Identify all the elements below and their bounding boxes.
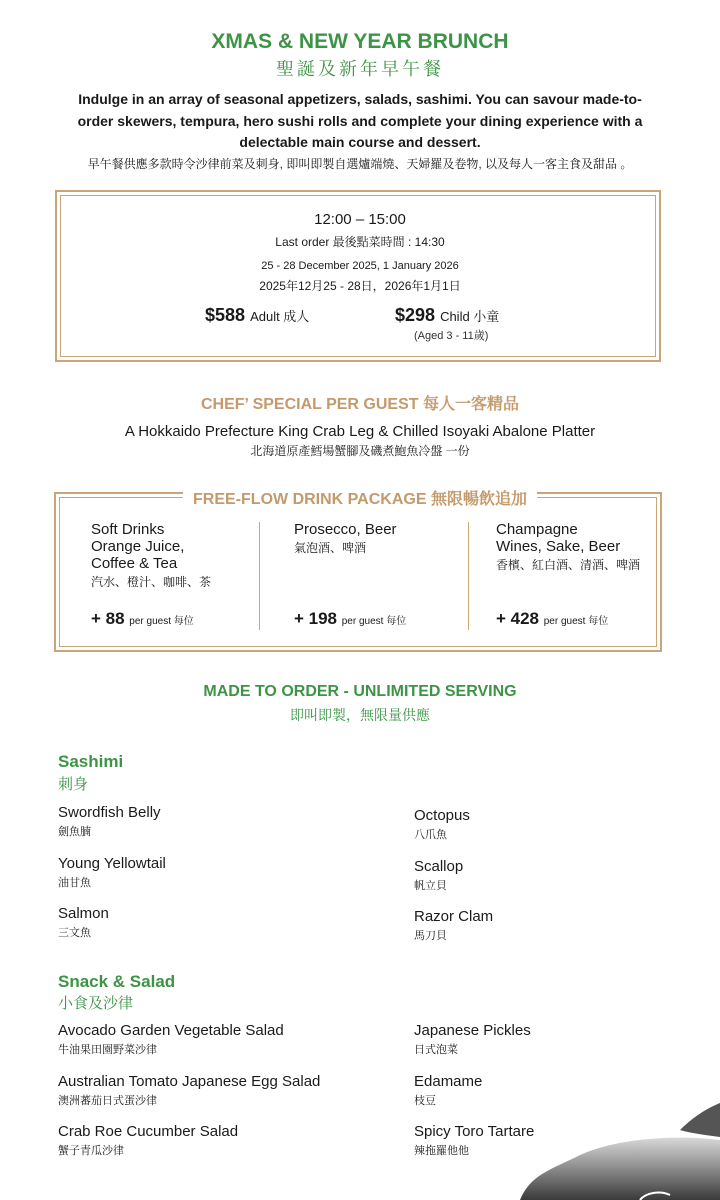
category-sashimi-zh: 刺身: [58, 776, 89, 793]
divider: [259, 522, 260, 630]
drink-package-champagne: Champagne Wines, Sake, Beer 香檳、紅白酒、清酒、啤酒: [496, 521, 641, 572]
menu-item: Swordfish Belly 劍魚腩: [58, 804, 161, 838]
menu-item: Avocado Garden Vegetable Salad 牛油果田園野菜沙律: [58, 1022, 284, 1056]
dates-zh: 2025年12月25 - 28日，2026年1月1日: [259, 279, 461, 293]
menu-item: Young Yellowtail 油甘魚: [58, 855, 166, 889]
chef-special-item: A Hokkaido Prefecture King Crab Leg & Chilled Isoyaki Abalone Platter: [124, 423, 596, 440]
drink-package-heading: FREE-FLOW DRINK PACKAGE 無限暢飲追加: [183, 491, 537, 508]
made-to-order-heading-zh: 即叫即製，無限量供應: [290, 707, 430, 723]
intro-text: Indulge in an array of seasonal appetizers, salads, sashimi. You can savour made-to-order skewers, tempura, hero sushi rolls and complete your dining experience with a delectable main course and dessert.: [77, 91, 643, 150]
intro-text-zh: 早午餐供應多款時令沙律前菜及刺身, 即叫即製自選爐端燒、天婦羅及卷物, 以及每人一客主食及甜品 。: [87, 157, 633, 171]
service-time: 12:00 – 15:00: [314, 211, 406, 228]
page-title-zh: 聖誕及新年早午餐: [276, 59, 444, 79]
chef-special-heading: CHEF’ SPECIAL PER GUEST 每人一客精品: [201, 396, 519, 413]
made-to-order-heading: MADE TO ORDER - UNLIMITED SERVING: [203, 683, 517, 700]
menu-item: Scallop 帆立貝: [414, 858, 464, 892]
menu-item: Razor Clam 馬刀貝: [414, 908, 494, 942]
menu-item: Edamame 枝豆: [414, 1073, 483, 1107]
category-snack-salad-zh: 小食及沙律: [58, 995, 134, 1012]
drink-price-champagne: + 428 per guest 每位: [496, 609, 609, 628]
drink-price-prosecco: + 198 per guest 每位: [294, 609, 407, 628]
adult-price: $588 Adult 成人: [205, 305, 310, 325]
menu-item: Octopus 八爪魚: [414, 807, 470, 841]
category-sashimi: Sashimi: [58, 752, 124, 771]
drink-package-prosecco: Prosecco, Beer 氣泡酒、啤酒: [294, 521, 397, 555]
drink-heading-wrap: [0, 486, 720, 509]
menu-item: Crab Roe Cucumber Salad 蟹子青瓜沙律: [58, 1123, 239, 1157]
fish-illustration-icon: [510, 1095, 720, 1200]
category-snack-salad: Snack & Salad: [58, 972, 176, 991]
dates: 25 - 28 December 2025, 1 January 2026: [261, 260, 459, 272]
drink-price-soft: + 88 per guest 每位: [91, 609, 194, 628]
menu-item: Australian Tomato Japanese Egg Salad 澳洲蕃茄日式蛋沙律: [58, 1073, 321, 1107]
chef-special-item-zh: 北海道原產鱈場蟹腳及磯煮鮑魚冷盤 一份: [250, 444, 470, 458]
child-age-note: (Aged 3 - 11歲): [414, 330, 489, 342]
menu-item: Japanese Pickles 日式泡菜: [414, 1022, 531, 1056]
menu-item: Salmon 三文魚: [58, 905, 109, 939]
child-price: $298 Child 小童: [395, 305, 500, 325]
last-order: Last order 最後點菜時間 : 14:30: [275, 235, 445, 249]
menu-item: Spicy Toro Tartare 辣拖羅他他: [414, 1123, 535, 1157]
drink-package-soft: Soft Drinks Orange Juice, Coffee & Tea 汽水、橙汁、咖啡、茶: [91, 521, 212, 589]
divider: [468, 522, 469, 630]
page-title: XMAS & NEW YEAR BRUNCH: [211, 30, 509, 53]
